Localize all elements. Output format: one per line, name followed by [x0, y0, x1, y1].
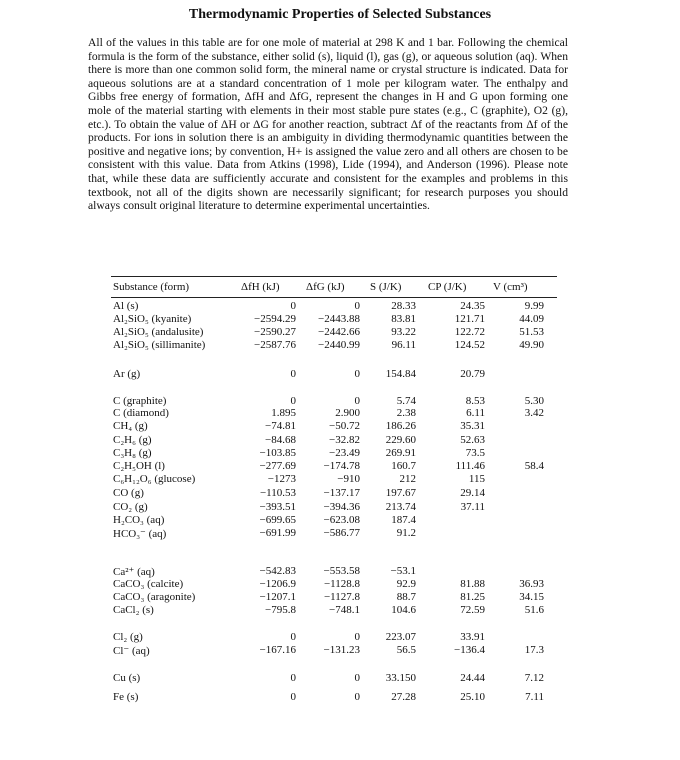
cell-gibbs: −910 [337, 473, 360, 485]
cell-gibbs: 0 [354, 631, 360, 643]
cell-heat-capacity: 81.25 [460, 591, 485, 603]
cell-entropy: 93.22 [391, 326, 416, 338]
header-entropy: S (J/K) [370, 281, 402, 293]
cell-enthalpy: −1273 [267, 473, 296, 485]
cell-substance: CH₄ (g) [113, 420, 148, 432]
cell-gibbs: −2443.88 [318, 313, 360, 325]
cell-entropy: 96.11 [391, 339, 416, 351]
cell-entropy: 33.150 [385, 672, 416, 684]
cell-gibbs: −50.72 [329, 420, 360, 432]
cell-entropy: 187.4 [391, 514, 416, 526]
cell-volume: 9.99 [524, 300, 544, 312]
cell-gibbs: 0 [354, 672, 360, 684]
cell-enthalpy: −1207.1 [259, 591, 296, 603]
cell-entropy: 92.9 [396, 578, 416, 590]
table-row [0, 691, 680, 704]
table-row [0, 300, 680, 313]
intro-text: All of the values in this table are for one mole of material at 298 K and 1 bar. Following the chemical formula is the form of the substance, either solid (s), liquid (l), gas (g), or aqueous solution (aq). When there is more than one common solid form, the mineral name or crystal structure is indicated. Data for aqueous solutions are at a standard concentration of 1 mole per kilogram water. The enthalpy and Gibbs free energy of formation, ΔfH and ΔfG, represent the changes in H and G upon forming one mole of the material starting with elements in their most stable pure states (e.g., C (graphite), O2 (g), etc.). To obtain the value of ΔH or ΔG for another reaction, subtract Δf of the reactants from Δf of the products. For ions in solution there is an ambiguity in dividing thermodynamic quantities between the positive and negative ions; by convention, H+ is assigned the value zero and all others are chosen to be consistent with this value. Data from Atkins (1998), Lide (1994), and Anderson (1996). Please note that, while these data are sufficiently accurate and consistent for the examples and problems in this textbook, not all of the digits shown are necessarily significant; for research purposes you should always consult original literature to determine experimental uncertainties. [88, 36, 568, 213]
cell-substance: CaCO₃ (calcite) [113, 578, 184, 590]
cell-enthalpy: 0 [290, 300, 296, 312]
cell-enthalpy: −393.51 [259, 501, 296, 513]
cell-heat-capacity: 122.72 [454, 326, 485, 338]
cell-heat-capacity: 37.11 [460, 501, 485, 513]
header-enthalpy: ΔfH (kJ) [241, 281, 280, 293]
table-row [0, 631, 680, 644]
cell-gibbs: −2440.99 [318, 339, 360, 351]
table-row [0, 313, 680, 326]
cell-substance: H₂CO₃ (aq) [113, 514, 165, 526]
cell-volume: 49.90 [519, 339, 544, 351]
cell-enthalpy: −699.65 [259, 514, 296, 526]
cell-volume: 17.3 [524, 644, 544, 656]
cell-enthalpy: −2590.27 [254, 326, 296, 338]
cell-entropy: 27.28 [391, 691, 416, 703]
table-row [0, 591, 680, 604]
cell-enthalpy: −542.83 [259, 565, 296, 577]
cell-enthalpy: −277.69 [259, 460, 296, 472]
cell-entropy: 104.6 [391, 604, 416, 616]
cell-heat-capacity: 25.10 [460, 691, 485, 703]
cell-gibbs: −131.23 [323, 644, 360, 656]
cell-entropy: −53.1 [390, 565, 416, 577]
cell-volume: 34.15 [519, 591, 544, 603]
cell-substance: CO₂ (g) [113, 501, 148, 513]
cell-entropy: 186.26 [385, 420, 416, 432]
table-row [0, 672, 680, 685]
cell-substance: C₂H₅OH (l) [113, 460, 165, 472]
cell-heat-capacity: 124.52 [454, 339, 485, 351]
cell-gibbs: −553.58 [323, 565, 360, 577]
cell-entropy: 5.74 [396, 395, 416, 407]
cell-heat-capacity: 81.88 [460, 578, 485, 590]
cell-gibbs: −1128.8 [323, 578, 360, 590]
cell-heat-capacity: 121.71 [454, 313, 485, 325]
cell-substance: C₂H₆ (g) [113, 434, 152, 446]
cell-enthalpy: 0 [290, 395, 296, 407]
cell-enthalpy: −110.53 [259, 487, 296, 499]
cell-gibbs: 0 [354, 368, 360, 380]
cell-enthalpy: 0 [290, 368, 296, 380]
cell-entropy: 197.67 [385, 487, 416, 499]
header-substance: Substance (form) [113, 281, 190, 293]
cell-enthalpy: 0 [290, 672, 296, 684]
cell-volume: 44.09 [519, 313, 544, 325]
cell-gibbs: 0 [354, 691, 360, 703]
cell-volume: 5.30 [524, 395, 544, 407]
cell-enthalpy: −795.8 [265, 604, 296, 616]
cell-enthalpy: −2587.76 [254, 339, 296, 351]
cell-heat-capacity: 111.46 [455, 460, 485, 472]
table-row [0, 447, 680, 460]
cell-heat-capacity: 20.79 [460, 368, 485, 380]
cell-entropy: 229.60 [385, 434, 416, 446]
cell-substance: Ca²⁺ (aq) [113, 566, 155, 578]
cell-entropy: 154.84 [385, 368, 416, 380]
table-top-rule [111, 276, 557, 277]
cell-enthalpy: 1.895 [271, 407, 296, 419]
cell-volume: 3.42 [524, 407, 544, 419]
cell-heat-capacity: 72.59 [460, 604, 485, 616]
cell-enthalpy: −103.85 [259, 447, 296, 459]
table-row [0, 326, 680, 339]
cell-entropy: 160.7 [391, 460, 416, 472]
cell-gibbs: −623.08 [323, 514, 360, 526]
cell-heat-capacity: 33.91 [460, 631, 485, 643]
table-row [0, 604, 680, 617]
table-row [0, 473, 680, 486]
header-volume: V (cm³) [493, 281, 528, 293]
cell-volume: 7.11 [525, 691, 544, 703]
cell-heat-capacity: 29.14 [460, 487, 485, 499]
cell-entropy: 223.07 [385, 631, 416, 643]
cell-substance: C (diamond) [113, 407, 169, 419]
cell-volume: 51.6 [524, 604, 544, 616]
cell-gibbs: −586.77 [323, 527, 360, 539]
cell-gibbs: −32.82 [329, 434, 360, 446]
cell-substance: Fe (s) [113, 691, 139, 703]
table-row [0, 644, 680, 657]
table-row [0, 368, 680, 381]
cell-entropy: 88.7 [396, 591, 416, 603]
cell-gibbs: −137.17 [323, 487, 360, 499]
cell-gibbs: −23.49 [329, 447, 360, 459]
cell-gibbs: −1127.8 [323, 591, 360, 603]
table-row [0, 578, 680, 591]
cell-heat-capacity: 6.11 [466, 407, 485, 419]
intro-paragraph [88, 36, 568, 213]
table-row [0, 339, 680, 352]
table-row [0, 514, 680, 527]
cell-heat-capacity: 24.35 [460, 300, 485, 312]
cell-heat-capacity: 52.63 [460, 434, 485, 446]
table-row [0, 420, 680, 433]
cell-heat-capacity: 24.44 [460, 672, 485, 684]
cell-substance: HCO₃⁻ (aq) [113, 528, 167, 540]
cell-enthalpy: −167.16 [259, 644, 296, 656]
cell-heat-capacity: −136.4 [454, 644, 485, 656]
cell-substance: Cl₂ (g) [113, 631, 143, 643]
cell-gibbs: −748.1 [329, 604, 360, 616]
cell-substance: C₃H₈ (g) [113, 447, 152, 459]
cell-entropy: 91.2 [396, 527, 416, 539]
table-header-rule [111, 297, 557, 298]
cell-gibbs: −394.36 [323, 501, 360, 513]
table-row [0, 527, 680, 540]
cell-enthalpy: −84.68 [265, 434, 296, 446]
cell-volume: 36.93 [519, 578, 544, 590]
cell-entropy: 28.33 [391, 300, 416, 312]
table-row [0, 501, 680, 514]
cell-gibbs: 0 [354, 395, 360, 407]
cell-heat-capacity: 35.31 [460, 420, 485, 432]
cell-enthalpy: −1206.9 [259, 578, 296, 590]
cell-substance: CO (g) [113, 487, 144, 499]
cell-substance: Al₂SiO₅ (andalusite) [113, 326, 204, 338]
cell-volume: 51.53 [519, 326, 544, 338]
cell-substance: Ar (g) [113, 368, 141, 380]
cell-gibbs: −174.78 [323, 460, 360, 472]
cell-gibbs: −2442.66 [318, 326, 360, 338]
cell-volume: 7.12 [524, 672, 544, 684]
cell-enthalpy: −2594.29 [254, 313, 296, 325]
cell-gibbs: 2.900 [335, 407, 360, 419]
cell-substance: Al (s) [113, 300, 139, 312]
cell-heat-capacity: 8.53 [465, 395, 485, 407]
cell-substance: CaCl₂ (s) [113, 604, 154, 616]
cell-heat-capacity: 73.5 [465, 447, 485, 459]
cell-gibbs: 0 [354, 300, 360, 312]
cell-entropy: 2.38 [396, 407, 416, 419]
cell-entropy: 269.91 [385, 447, 416, 459]
cell-heat-capacity: 115 [468, 473, 485, 485]
table-row [0, 434, 680, 447]
table-row [0, 407, 680, 420]
cell-substance: Cu (s) [113, 672, 141, 684]
cell-entropy: 56.5 [396, 644, 416, 656]
cell-volume: 58.4 [524, 460, 544, 472]
cell-substance: CaCO₃ (aragonite) [113, 591, 196, 603]
page-title: Thermodynamic Properties of Selected Substances [188, 7, 492, 22]
cell-substance: Al₂SiO₅ (kyanite) [113, 313, 192, 325]
cell-substance: C₆H₁₂O₆ (glucose) [113, 473, 196, 485]
cell-enthalpy: 0 [290, 631, 296, 643]
cell-enthalpy: −691.99 [259, 527, 296, 539]
cell-entropy: 83.81 [391, 313, 416, 325]
table-row [0, 460, 680, 473]
cell-enthalpy: −74.81 [265, 420, 296, 432]
cell-substance: C (graphite) [113, 395, 167, 407]
cell-substance: Cl⁻ (aq) [113, 645, 150, 657]
header-gibbs: ΔfG (kJ) [306, 281, 345, 293]
table-row [0, 487, 680, 500]
header-heat-capacity: CP (J/K) [428, 281, 467, 293]
cell-entropy: 212 [399, 473, 416, 485]
cell-enthalpy: 0 [290, 691, 296, 703]
cell-substance: Al₂SiO₅ (sillimanite) [113, 339, 206, 351]
cell-entropy: 213.74 [385, 501, 416, 513]
table-row [0, 565, 680, 578]
